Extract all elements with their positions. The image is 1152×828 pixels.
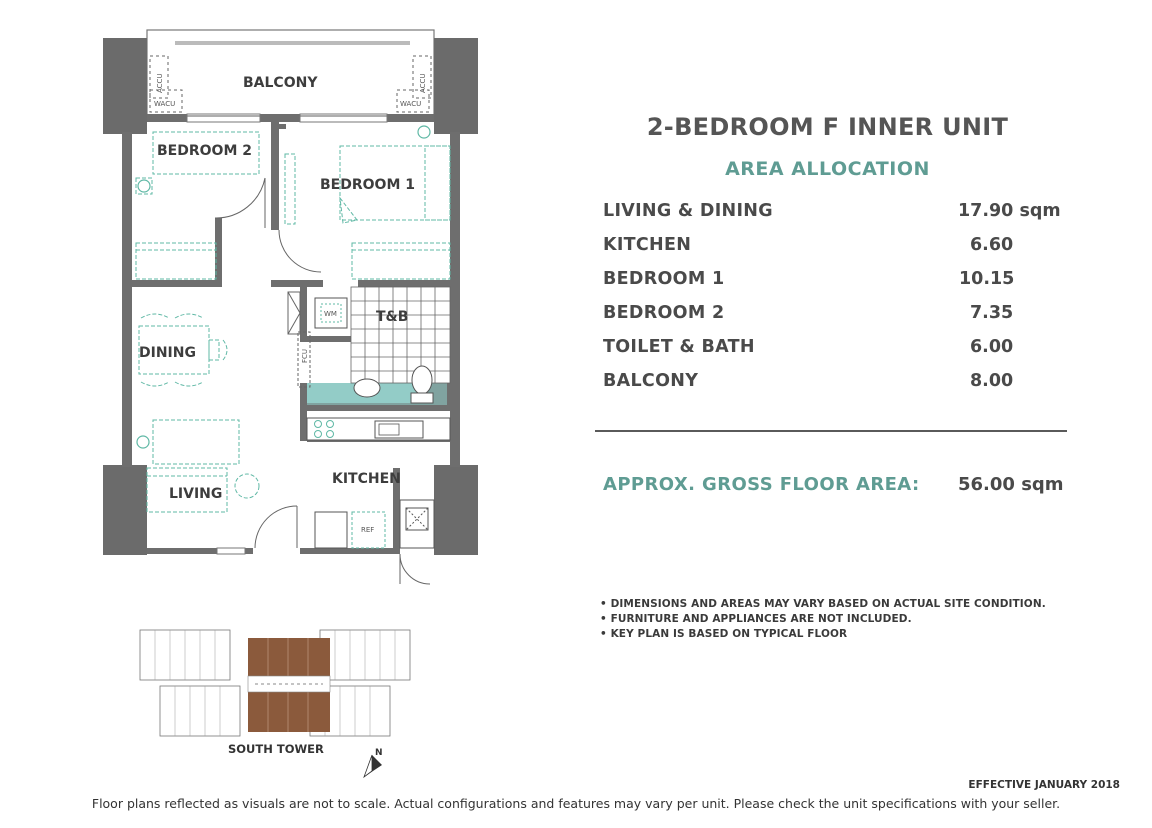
note: • FURNITURE AND APPLIANCES ARE NOT INCLUDED.: [600, 613, 912, 625]
key-plan-tower-label: SOUTH TOWER: [228, 742, 324, 756]
area-row: [603, 235, 1063, 265]
accu-label-right: ACCU: [419, 73, 427, 93]
area-row: [603, 303, 1063, 333]
gross-floor-area-value: 56.00 sqm: [958, 474, 1064, 495]
room-label-bedroom-2: BEDROOM 2: [157, 143, 252, 159]
area-row: [603, 337, 1063, 367]
area-row: [603, 201, 1063, 231]
effective-date: EFFECTIVE JANUARY 2018: [968, 779, 1120, 791]
key-plan-highlight-south: [248, 692, 330, 732]
area-name: KITCHEN: [603, 235, 692, 255]
column-bottom-right: [434, 465, 478, 555]
key-plan-highlight-north: [248, 638, 330, 676]
bath-tiles: [351, 287, 450, 383]
divider: [595, 430, 1067, 432]
disclaimer: Floor plans reflected as visuals are not to scale. Actual configurations and features may vary per unit. Please check the unit specifications with your seller.: [91, 796, 1061, 811]
fcu-label: FCU: [301, 348, 309, 363]
sink-fixture: [354, 379, 380, 397]
area-name: BEDROOM 2: [603, 303, 725, 323]
wacu-label-left: WACU: [154, 100, 176, 108]
area-row: [603, 269, 1063, 299]
bedroom-1-furniture: [285, 146, 450, 279]
area-value: 17.90 sqm: [958, 201, 1061, 221]
accu-label-left: ACCU: [156, 73, 164, 93]
ref-label: REF: [361, 526, 375, 534]
area-value: 10.15: [959, 269, 1015, 289]
room-label-bedroom-1: BEDROOM 1: [320, 177, 415, 193]
key-plan: [130, 628, 420, 738]
wacu-label-right: WACU: [400, 100, 422, 108]
gross-floor-area-label: APPROX. GROSS FLOOR AREA:: [603, 474, 920, 495]
floor-plan: [95, 28, 485, 588]
area-value: 7.35: [970, 303, 1014, 323]
room-label-kitchen: KITCHEN: [332, 471, 401, 487]
area-value: 6.00: [970, 337, 1014, 357]
north-arrow-icon: [360, 745, 390, 781]
area-name: BEDROOM 1: [603, 269, 725, 289]
note: • KEY PLAN IS BASED ON TYPICAL FLOOR: [600, 628, 848, 640]
area-allocation-heading: AREA ALLOCATION: [725, 158, 930, 180]
room-label-dining: DINING: [139, 345, 196, 361]
area-name: TOILET & BATH: [603, 337, 755, 357]
unit-title: 2-BEDROOM F INNER UNIT: [646, 113, 1009, 141]
area-row: [603, 371, 1063, 401]
column-bottom-left: [103, 465, 147, 555]
note: • DIMENSIONS AND AREAS MAY VARY BASED ON ACTUAL SITE CONDITION.: [600, 598, 1046, 610]
area-value: 8.00: [970, 371, 1014, 391]
room-label-balcony: BALCONY: [243, 75, 318, 91]
toilet-fixture: [411, 366, 433, 403]
north-label: N: [375, 748, 383, 758]
wm-label: WM: [324, 310, 337, 318]
utility-shaft: [400, 500, 434, 548]
room-label-living: LIVING: [169, 486, 223, 502]
area-name: BALCONY: [603, 371, 699, 391]
balcony-area: [147, 30, 434, 116]
column-top-left: [103, 38, 147, 134]
area-value: 6.60: [970, 235, 1014, 255]
area-name: LIVING & DINING: [603, 201, 773, 221]
column-top-right: [434, 38, 478, 134]
room-label-tb: T&B: [376, 309, 409, 325]
